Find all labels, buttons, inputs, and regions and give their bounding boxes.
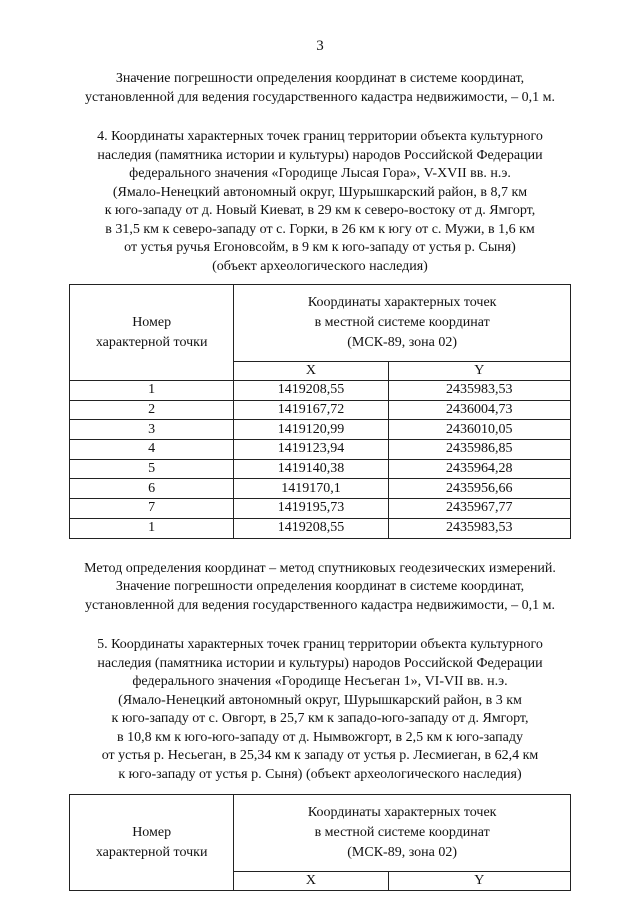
x-value: 1419195,73 bbox=[234, 499, 388, 519]
header-line: Координаты характерных точек bbox=[307, 805, 497, 820]
text-line: от устья ручья Егоновсойм, в 9 км к юго-западу от устья р. Сыня) bbox=[124, 240, 516, 255]
text-line: наследия (памятника истории и культуры) народов Российской Федерации bbox=[97, 655, 543, 671]
point-number: 2 bbox=[70, 400, 234, 420]
y-value: 2435967,77 bbox=[388, 499, 570, 519]
text-line: (объект археологического наследия) bbox=[212, 258, 428, 274]
text-line: 4. Координаты характерных точек границ территории объекта культурного bbox=[97, 129, 543, 144]
x-value: 1419120,99 bbox=[234, 420, 388, 440]
point-number: 5 bbox=[70, 459, 234, 479]
coordinates-table-1 bbox=[69, 284, 571, 539]
text-line: (Ямало-Ненецкий автономный округ, Шурышкарский район, в 3 км bbox=[118, 692, 522, 708]
coordinates-header bbox=[234, 285, 571, 362]
text-line: федерального значения «Городище Лысая Гора», V-XVII вв. н.э. bbox=[129, 166, 511, 181]
point-number: 3 bbox=[70, 420, 234, 440]
x-value: 1419167,72 bbox=[234, 400, 388, 420]
header-line: (МСК-89, зона 02) bbox=[347, 335, 458, 350]
y-value: 2435986,85 bbox=[388, 440, 570, 460]
section-5-heading bbox=[40, 636, 600, 784]
y-column-header: Y bbox=[388, 362, 570, 381]
text-line: (Ямало-Ненецкий автономный округ, Шурышкарский район, в 8,7 км bbox=[112, 184, 528, 200]
header-line: Номер bbox=[132, 824, 172, 840]
point-number: 4 bbox=[70, 440, 234, 460]
text-line: установленной для ведения государственного кадастра недвижимости, – 0,1 м. bbox=[84, 597, 556, 613]
section-4-heading bbox=[40, 128, 600, 276]
table-row bbox=[70, 479, 571, 499]
x-value: 1419123,94 bbox=[234, 440, 388, 460]
header-line: в местной системе координат bbox=[314, 825, 490, 840]
text-line: к юго-западу от устья р. Сыня) (объект археологического наследия) bbox=[118, 766, 522, 782]
point-number-header bbox=[70, 285, 234, 381]
text-line: в 10,8 км к юго-юго-западу от д. Нымвожгорт, в 2,5 км к юго-западу bbox=[116, 729, 523, 745]
header-line: характерной точки bbox=[95, 844, 208, 860]
text-line: Значение погрешности определения координат в системе координат, bbox=[115, 579, 525, 594]
y-value: 2435983,53 bbox=[388, 381, 570, 401]
x-column-header: X bbox=[234, 362, 388, 381]
x-value: 1419170,1 bbox=[234, 479, 388, 499]
table-row bbox=[70, 381, 571, 401]
page-number: 3 bbox=[316, 38, 324, 54]
text-line: Метод определения координат – метод спутниковых геодезических измерений. bbox=[84, 561, 556, 576]
header-line: (МСК-89, зона 02) bbox=[347, 845, 458, 860]
text-line: 5. Координаты характерных точек границ территории объекта культурного bbox=[97, 637, 543, 652]
text-line: к юго-западу от д. Новый Киеват, в 29 км к северо-востоку от д. Ямгорт, bbox=[104, 203, 536, 218]
table-row bbox=[70, 499, 571, 519]
header-line: в местной системе координат bbox=[314, 315, 490, 330]
y-value: 2435964,28 bbox=[388, 459, 570, 479]
header-line: Координаты характерных точек bbox=[307, 295, 497, 310]
x-value: 1419208,55 bbox=[234, 381, 388, 401]
x-value: 1419208,55 bbox=[234, 518, 388, 538]
y-value: 2436004,73 bbox=[388, 400, 570, 420]
text-line: в 31,5 км к северо-западу от с. Горки, в 26 км к югу от с. Мужи, в 1,6 км bbox=[105, 221, 535, 237]
x-value: 1419140,38 bbox=[234, 459, 388, 479]
text-line: наследия (памятника истории и культуры) народов Российской Федерации bbox=[97, 147, 543, 163]
coordinates-table-2 bbox=[69, 794, 571, 891]
table-row bbox=[70, 400, 571, 420]
table-row bbox=[70, 440, 571, 460]
coordinates-header bbox=[234, 795, 571, 872]
point-number-header bbox=[70, 795, 234, 891]
text-line: к юго-западу от с. Овгорт, в 25,7 км к западо-юго-западу от д. Ямгорт, bbox=[111, 711, 529, 726]
point-number: 1 bbox=[70, 381, 234, 401]
y-value: 2435983,53 bbox=[388, 518, 570, 538]
point-number: 6 bbox=[70, 479, 234, 499]
x-column-header: X bbox=[234, 872, 388, 891]
header-line: характерной точки bbox=[95, 334, 208, 350]
table-row bbox=[70, 420, 571, 440]
text-line: установленной для ведения государственного кадастра недвижимости, – 0,1 м. bbox=[84, 89, 556, 105]
header-line: Номер bbox=[132, 314, 172, 330]
text-line: федерального значения «Городище Несъеган 1», VI-VII вв. н.э. bbox=[132, 674, 508, 689]
y-value: 2436010,05 bbox=[388, 420, 570, 440]
accuracy-note-1 bbox=[40, 70, 600, 107]
y-value: 2435956,66 bbox=[388, 479, 570, 499]
y-column-header: Y bbox=[388, 872, 570, 891]
point-number: 7 bbox=[70, 499, 234, 519]
table-row bbox=[70, 459, 571, 479]
table-row bbox=[70, 518, 571, 538]
text-line: Значение погрешности определения координат в системе координат, bbox=[115, 71, 525, 86]
method-note bbox=[40, 560, 600, 579]
point-number: 1 bbox=[70, 518, 234, 538]
text-line: от устья р. Несьеган, в 25,34 км к западу от устья р. Лесмиеган, в 62,4 км bbox=[101, 748, 539, 763]
accuracy-note-2 bbox=[40, 578, 600, 615]
